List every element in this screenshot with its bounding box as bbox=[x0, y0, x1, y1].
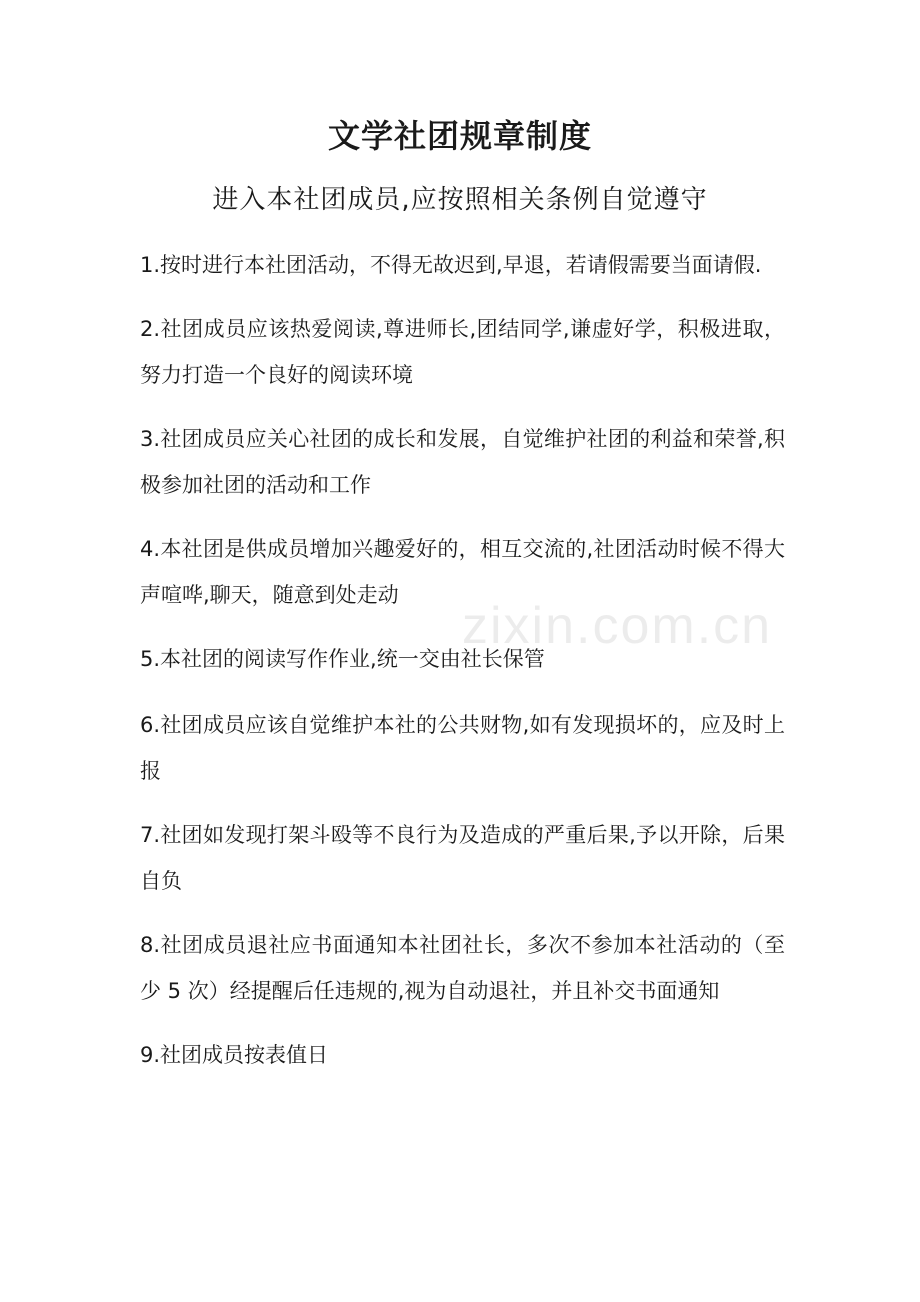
document-title: 文学社团规章制度 bbox=[327, 117, 592, 155]
rule-item: 1.按时进行本社团活动，不得无故迟到,早退，若请假需要当面请假. bbox=[140, 253, 762, 277]
watermark: zixin.com.cn bbox=[462, 597, 773, 655]
rule-item: 4.本社团是供成员增加兴趣爱好的，相互交流的,社团活动时候不得大声喧哗,聊天，随意到处走动 bbox=[140, 537, 785, 607]
rule-item: 9.社团成员按表值日 bbox=[140, 1043, 329, 1067]
rule-item: 3.社团成员应关心社团的成长和发展，自觉维护社团的利益和荣誉,积极参加社团的活动和工作 bbox=[140, 427, 785, 497]
document-subtitle: 进入本社团成员,应按照相关条例自觉遵守 bbox=[212, 185, 708, 215]
rules-list bbox=[140, 242, 785, 1096]
rule-item: 7.社团如发现打架斗殴等不良行为及造成的严重后果,予以开除，后果自负 bbox=[140, 823, 785, 893]
rule-item: 6.社团成员应该自觉维护本社的公共财物,如有发现损坏的，应及时上报 bbox=[140, 713, 785, 783]
rule-item: 8.社团成员退社应书面通知本社团社长，多次不参加本社活动的（至少 5 次）经提醒后任违规的,视为自动退社，并且补交书面通知 bbox=[140, 933, 785, 1003]
rule-item: 2.社团成员应该热爱阅读,尊进师长,团结同学,谦虚好学，积极进取，努力打造一个良好的阅读环境 bbox=[140, 317, 785, 387]
rule-item: 5.本社团的阅读写作作业,统一交由社长保管 bbox=[140, 647, 545, 671]
